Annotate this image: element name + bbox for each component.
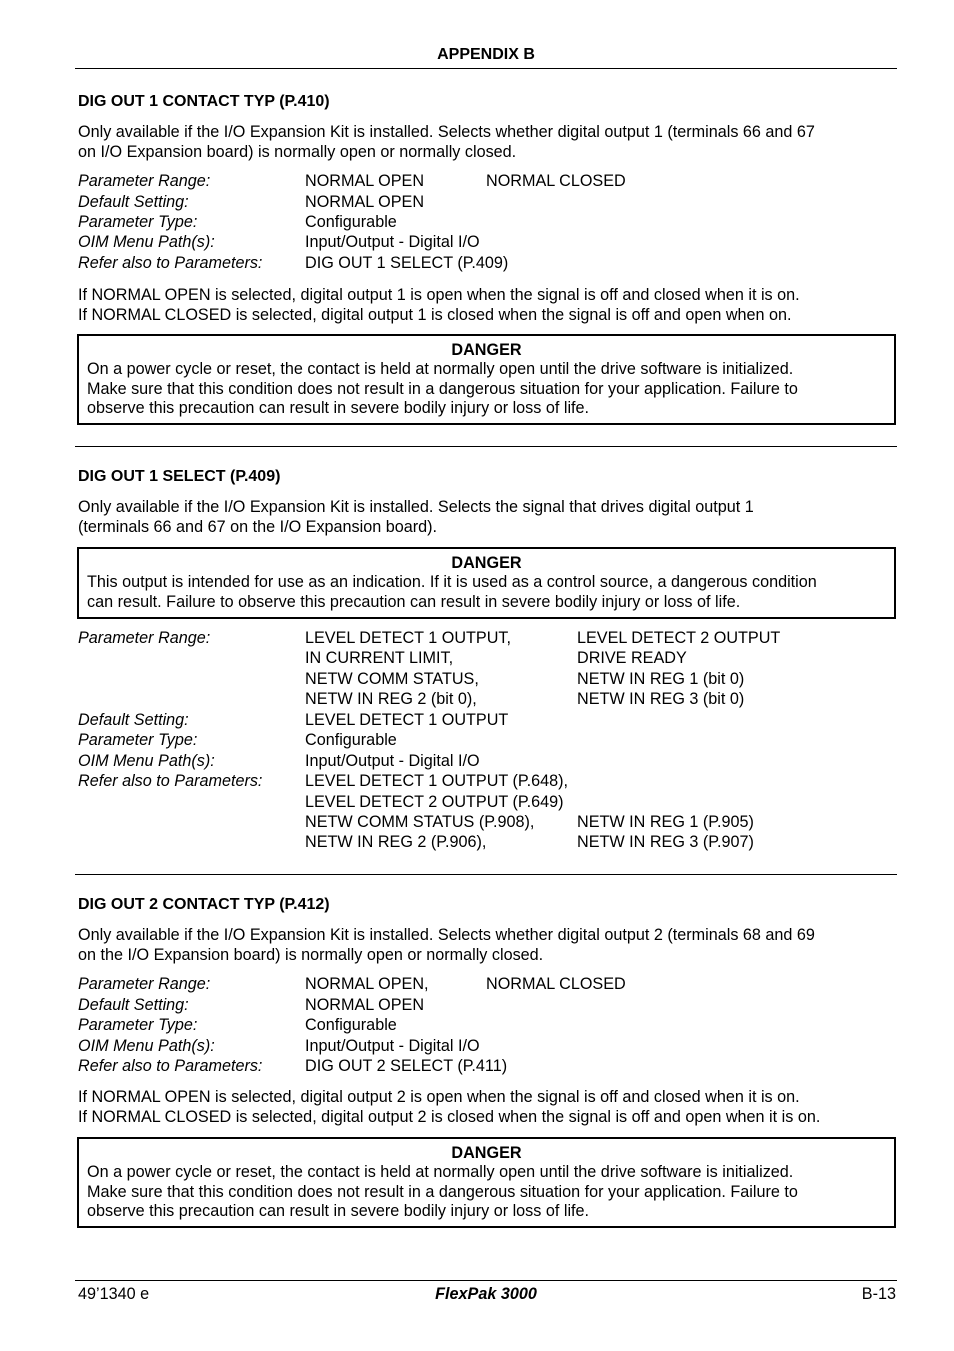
param-type-label: Parameter Type: xyxy=(78,1016,198,1034)
default-setting-value: NORMAL OPEN xyxy=(305,193,425,211)
danger-title: DANGER xyxy=(451,554,522,572)
danger-line: On a power cycle or reset, the contact is held at normally open until the drive software is initialized. xyxy=(87,360,794,378)
param-type-label: Parameter Type: xyxy=(78,731,198,749)
note-line: If NORMAL OPEN is selected, digital output 1 is open when the signal is off and closed when it is on. xyxy=(78,286,800,304)
danger-box xyxy=(77,1137,896,1228)
header-rule xyxy=(75,68,897,69)
section-intro-p409 xyxy=(78,497,898,537)
default-setting-label: Default Setting: xyxy=(78,711,189,729)
section-title-p410: DIG OUT 1 CONTACT TYP (P.410) xyxy=(78,93,330,110)
footer-rule xyxy=(75,1280,897,1281)
intro-line: Only available if the I/O Expansion Kit is installed. Selects the signal that drives digital output 1 xyxy=(78,498,754,516)
danger-box xyxy=(77,334,896,425)
note-line: If NORMAL CLOSED is selected, digital output 1 is closed when the signal is off and open when on. xyxy=(78,306,792,324)
section-divider xyxy=(75,446,897,447)
section-divider xyxy=(75,874,897,875)
param-type-value: Configurable xyxy=(305,213,397,231)
refer-value: DIG OUT 1 SELECT (P.409) xyxy=(305,254,509,272)
default-setting-value: LEVEL DETECT 1 OUTPUT xyxy=(305,711,509,729)
oim-menu-value: Input/Output - Digital I/O xyxy=(305,1037,480,1055)
refer-label: Refer also to Parameters: xyxy=(78,254,263,272)
intro-line: Only available if the I/O Expansion Kit is installed. Selects whether digital output 2 (terminals 68 and 69 xyxy=(78,926,815,944)
refer-value: NETW IN REG 1 (P.905) xyxy=(577,813,754,831)
section-title-p412: DIG OUT 2 CONTACT TYP (P.412) xyxy=(78,896,330,913)
refer-value: DIG OUT 2 SELECT (P.411) xyxy=(305,1057,508,1075)
note-line: If NORMAL OPEN is selected, digital output 2 is open when the signal is off and closed when it is on. xyxy=(78,1088,800,1106)
default-setting-label: Default Setting: xyxy=(78,996,189,1014)
danger-line: can result. Failure to observe this precaution can result in severe bodily injury or loss of life. xyxy=(87,592,741,611)
param-type-label: Parameter Type: xyxy=(78,213,198,231)
param-range-label: Parameter Range: xyxy=(78,629,211,647)
param-range-value: IN CURRENT LIMIT, xyxy=(305,649,454,667)
param-range-value: NETW IN REG 1 (bit 0) xyxy=(577,670,745,688)
param-range-label: Parameter Range: xyxy=(78,172,211,190)
intro-line: Only available if the I/O Expansion Kit is installed. Selects whether digital output 1 (terminals 66 and 67 xyxy=(78,123,815,141)
page-header-title: APPENDIX B xyxy=(437,46,535,63)
danger-line: On a power cycle or reset, the contact is held at normally open until the drive software is initialized. xyxy=(87,1163,794,1181)
param-range-value: NORMAL OPEN xyxy=(305,172,425,190)
danger-line: Make sure that this condition does not result in a dangerous situation for your application. Failure to xyxy=(87,379,798,398)
param-type-value: Configurable xyxy=(305,731,397,749)
oim-menu-label: OIM Menu Path(s): xyxy=(78,1037,215,1055)
intro-line: on the I/O Expansion board) is normally open or normally closed. xyxy=(78,946,544,964)
danger-line: This output is intended for use as an indication. If it is used as a control source, a dangerous condition xyxy=(87,573,817,591)
section-intro-p412 xyxy=(78,925,898,965)
param-range-value: DRIVE READY xyxy=(577,649,687,667)
intro-line: on I/O Expansion board) is normally open or normally closed. xyxy=(78,143,517,161)
section-title-p409: DIG OUT 1 SELECT (P.409) xyxy=(78,468,281,485)
danger-line: observe this precaution can result in severe bodily injury or loss of life. xyxy=(87,1202,590,1220)
footer-page-number: B-13 xyxy=(861,1285,896,1303)
intro-line: (terminals 66 and 67 on the I/O Expansion board). xyxy=(78,518,438,536)
danger-title: DANGER xyxy=(451,341,522,359)
refer-value: LEVEL DETECT 2 OUTPUT (P.649) xyxy=(305,793,564,811)
refer-label: Refer also to Parameters: xyxy=(78,772,263,790)
section-notes-p412 xyxy=(78,1087,898,1127)
footer-doc-number: 49’1340 e xyxy=(78,1285,150,1303)
param-range-value: NORMAL CLOSED xyxy=(486,975,626,993)
param-range-value: NORMAL OPEN, xyxy=(305,975,429,993)
refer-value: NETW IN REG 3 (P.907) xyxy=(577,833,754,851)
danger-line: Make sure that this condition does not result in a dangerous situation for your application. Failure to xyxy=(87,1182,798,1201)
param-range-value: LEVEL DETECT 1 OUTPUT, xyxy=(305,629,511,647)
oim-menu-value: Input/Output - Digital I/O xyxy=(305,233,480,251)
danger-box xyxy=(77,547,896,619)
note-line: If NORMAL CLOSED is selected, digital output 2 is closed when the signal is off and open when it is on. xyxy=(78,1108,821,1126)
oim-menu-label: OIM Menu Path(s): xyxy=(78,233,215,251)
param-range-value: LEVEL DETECT 2 OUTPUT xyxy=(577,629,781,647)
refer-label: Refer also to Parameters: xyxy=(78,1057,263,1075)
footer-product-name: FlexPak 3000 xyxy=(435,1285,537,1303)
section-notes-p410 xyxy=(78,285,898,325)
param-range-label: Parameter Range: xyxy=(78,975,211,993)
param-range-value: NETW COMM STATUS, xyxy=(305,670,479,688)
param-type-value: Configurable xyxy=(305,1016,397,1034)
default-setting-value: NORMAL OPEN xyxy=(305,996,425,1014)
refer-value: LEVEL DETECT 1 OUTPUT (P.648), xyxy=(305,772,568,790)
oim-menu-value: Input/Output - Digital I/O xyxy=(305,752,480,770)
oim-menu-label: OIM Menu Path(s): xyxy=(78,752,215,770)
param-range-value: NETW IN REG 3 (bit 0) xyxy=(577,690,745,708)
danger-line: observe this precaution can result in severe bodily injury or loss of life. xyxy=(87,399,590,417)
section-intro-p410 xyxy=(78,122,898,162)
danger-title: DANGER xyxy=(451,1144,522,1162)
refer-value: NETW IN REG 2 (P.906), xyxy=(305,833,487,851)
default-setting-label: Default Setting: xyxy=(78,193,189,211)
param-range-value: NORMAL CLOSED xyxy=(486,172,626,190)
refer-value: NETW COMM STATUS (P.908), xyxy=(305,813,535,831)
param-range-value: NETW IN REG 2 (bit 0), xyxy=(305,690,477,708)
